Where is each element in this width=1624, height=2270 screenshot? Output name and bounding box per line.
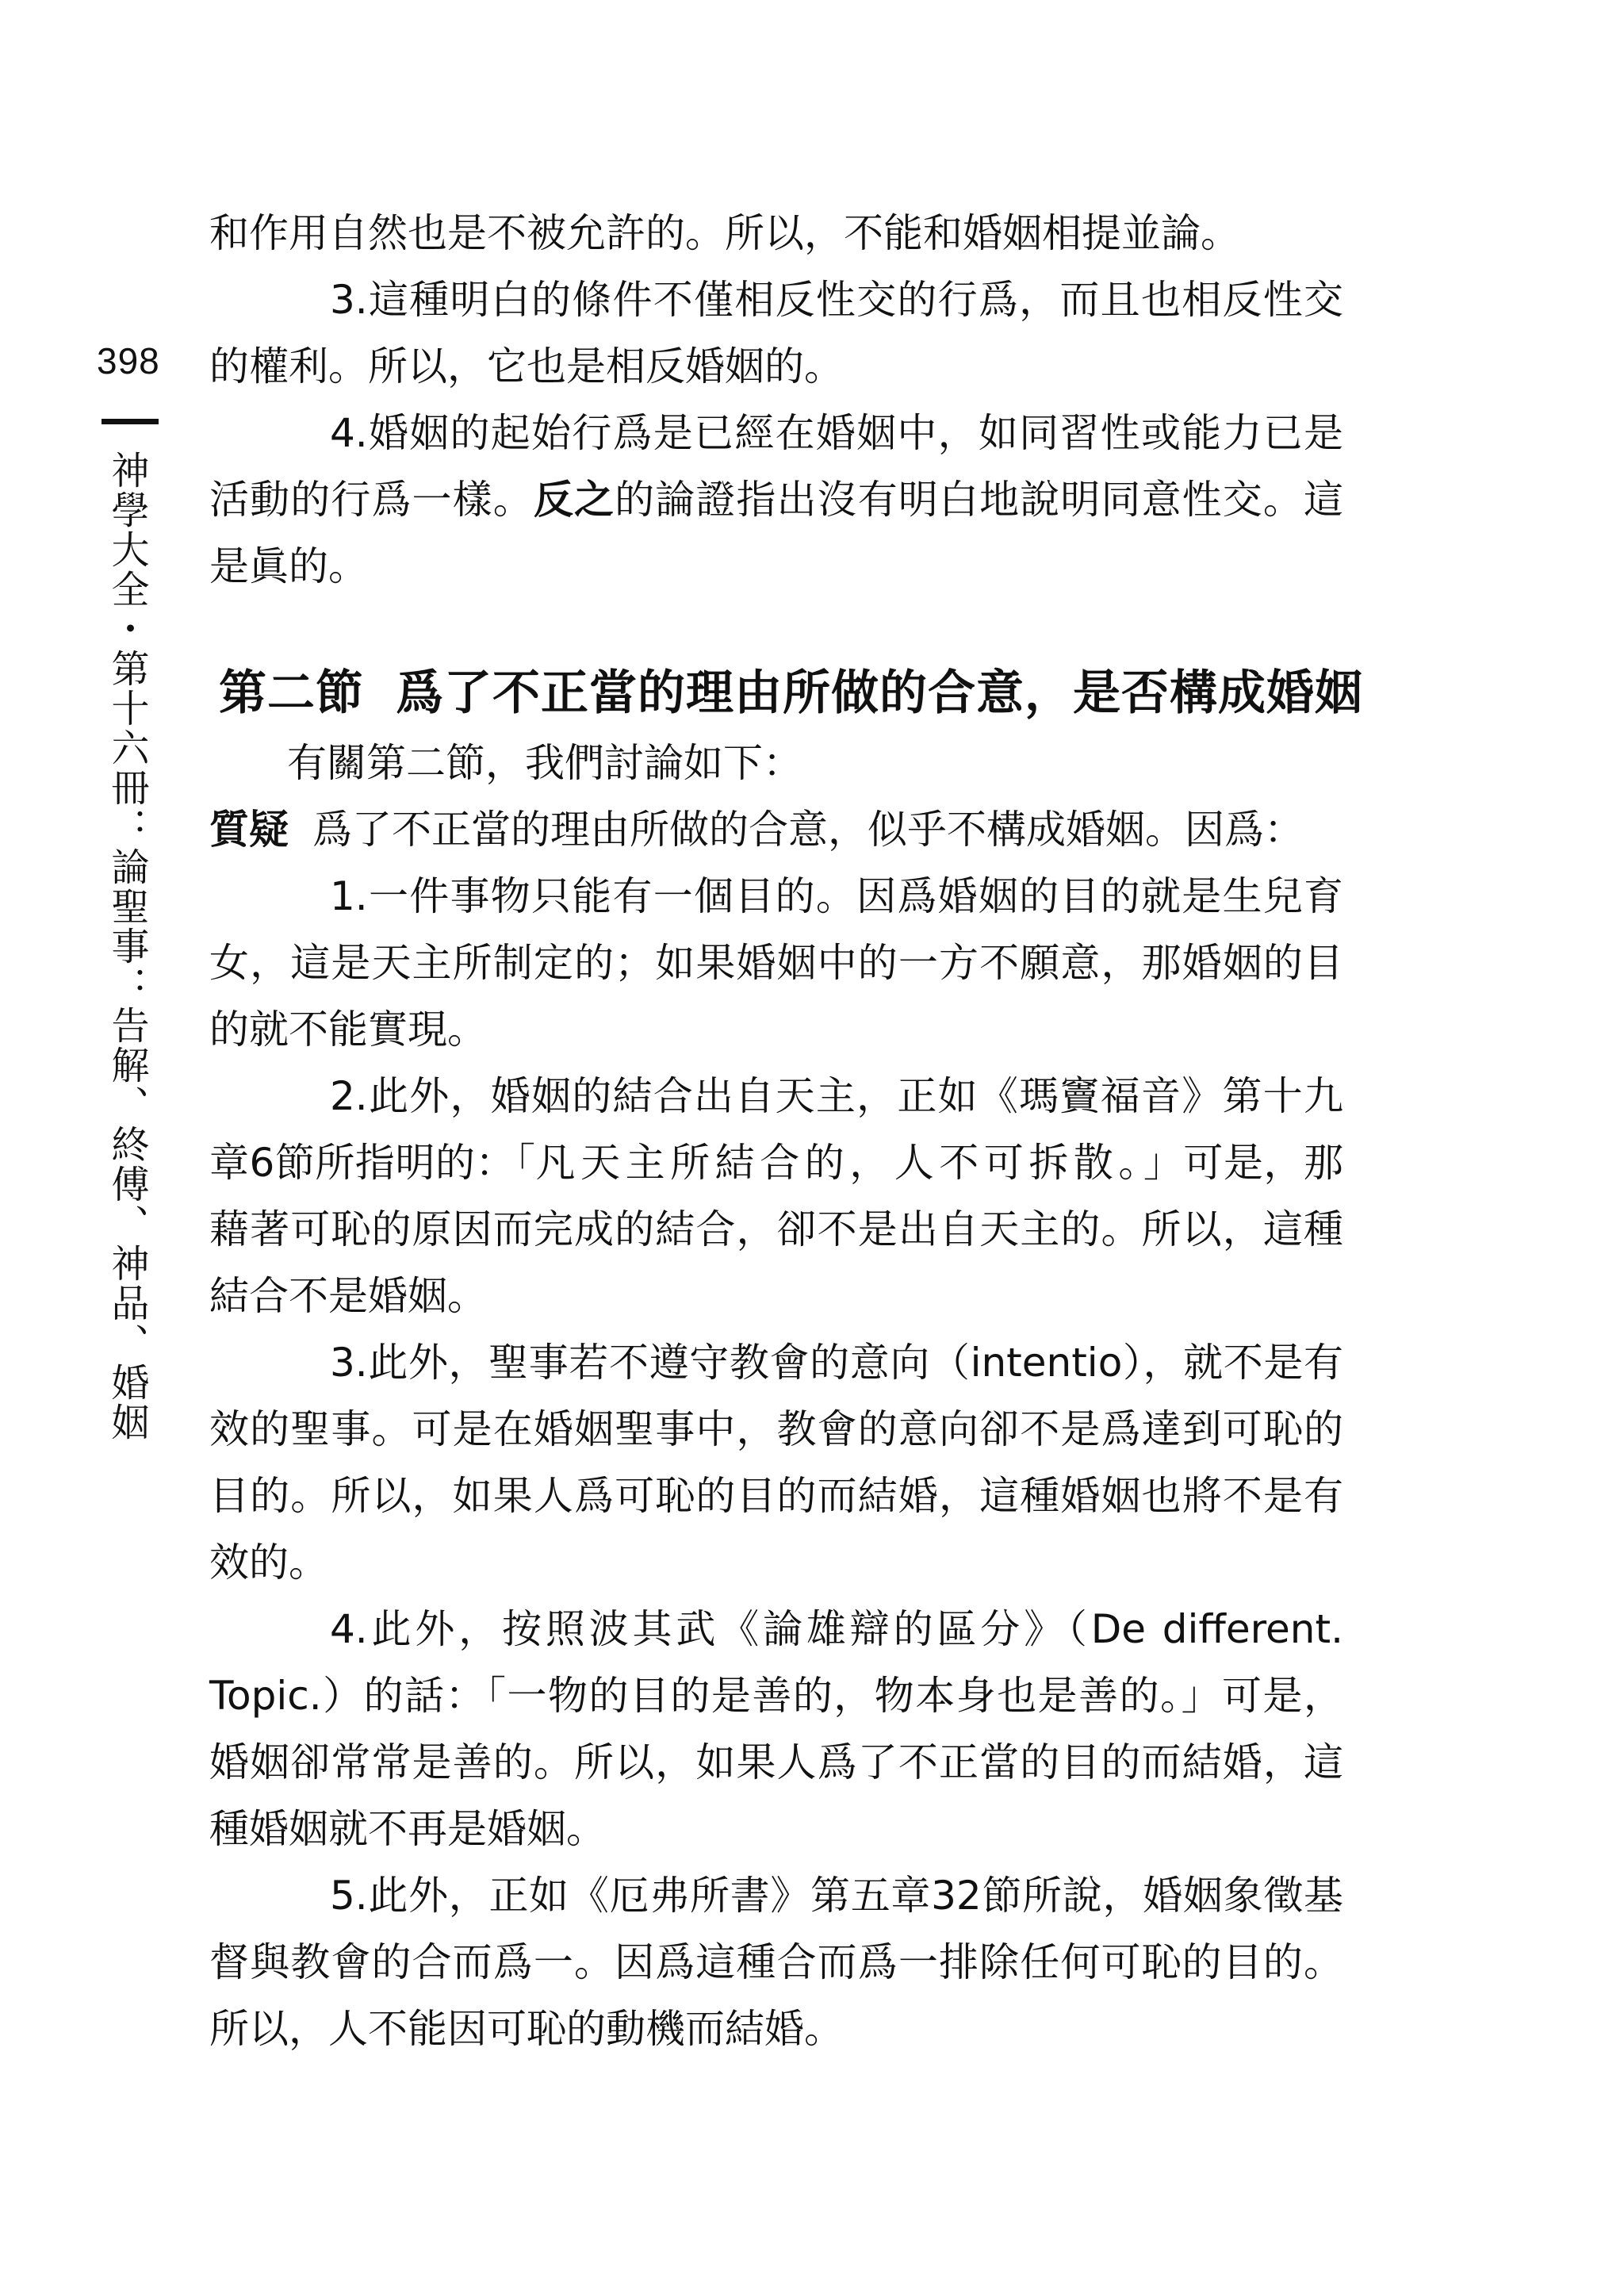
section-title: 爲了不正當的理由所做的合意，是否構成婚姻 [396, 665, 1363, 721]
reply-4-text-b: 的論證指出沒有明白地說明同意性交。這是眞的。 [209, 477, 1344, 589]
objection-point-1: 1.一件事物只能有一個目的。因爲婚姻的目的就是生兒育女，這是天主所制定的；如果婚姻中的一方不願意，那婚姻的目的就不能實現。 [209, 873, 1343, 1053]
section-heading [219, 657, 1363, 730]
objection-point-3: 3.此外，聖事若不遵守教會的意向（intentio），就不是有效的聖事。可是在婚姻聖事中，教會的意向卻不是爲達到可恥的目的。所以，如果人爲可恥的目的而結婚，這種婚姻也將不是有效的。 [209, 1340, 1343, 1586]
objection-text: 爲了不正當的理由所做的合意，似乎不構成婚姻。因爲： [312, 807, 1304, 853]
running-title: 神學大全・第十六冊：論聖事：告解、終傅、神品、婚姻 [105, 451, 149, 1442]
reply-4-bold-term: 反之 [533, 477, 615, 523]
objection-point-2 [209, 1063, 1343, 1329]
point-2-text-b: 」可是，那藉著可恥的原因而完成的結合，卻不是出自天主的。所以，這種結合不是婚姻。 [209, 1140, 1344, 1319]
scripture-quote: 凡天主所結合的，人不可拆散。 [535, 1140, 1143, 1186]
paragraph-continued: 和作用自然也是不被允許的。所以，不能和婚姻相提並論。 [209, 210, 1240, 256]
point-2-text-a: 2.此外，婚姻的結合出自天主，正如《瑪竇福音》第十九章6節所指明的：「 [209, 1073, 1343, 1186]
objection-label: 質疑 [209, 807, 289, 853]
paragraph-reply-3: 3.這種明白的條件不僅相反性交的行爲，而且也相反性交的權利。所以，它也是相反婚姻的。 [209, 277, 1343, 389]
section-number: 第二節 [219, 665, 364, 721]
page-number: 398 [97, 340, 160, 382]
objection-point-4: 4.此外，按照波其武《論雄辯的區分》（De different. Topic.）的話：「一物的目的是善的，物本身也是善的。」可是，婚姻卻常常是善的。所以，如果人爲了不正當的目的而結婚，這種婚姻就不再是婚姻。 [209, 1606, 1343, 1852]
objection-paragraph [209, 796, 1343, 863]
paragraph-reply-4 [209, 400, 1343, 600]
body-text [209, 200, 1363, 2062]
section-gap [209, 600, 1343, 635]
section-intro: 有關第二節，我們討論如下： [287, 740, 802, 786]
reply-4-text-a: 4.婚姻的起始行爲是已經在婚姻中，如同習性或能力已是活動的行爲一樣。 [209, 410, 1343, 523]
objection-point-5: 5.此外，正如《厄弗所書》第五章32節所說，婚姻象徵基督與教會的合而爲一。因爲這種合而爲一排除任何可恥的目的。所以，人不能因可恥的動機而結婚。 [209, 1873, 1343, 2052]
margin-rule [102, 419, 159, 424]
